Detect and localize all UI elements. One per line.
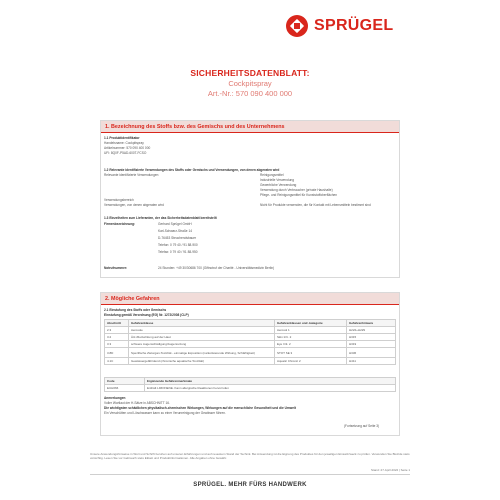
table-cell: H222+H229 bbox=[347, 327, 396, 334]
classification-regulation: Einstufung gemäß Verordnung (EG) Nr. 1272/2008 (CLP) bbox=[104, 313, 189, 317]
section-1-header: 1. Bezeichnung des Stoffs bzw. des Gemischs und des Unternehmens bbox=[101, 121, 399, 133]
table-cell: Skin Irrit. 2 bbox=[275, 334, 347, 341]
column-header: Gefahrenhinweis bbox=[347, 320, 396, 327]
hazard-classification-table bbox=[104, 319, 396, 365]
footer-date-page: Stand: 27.April.2022 | Seite 1 bbox=[371, 468, 410, 472]
emergency-label: Notrufnummer: bbox=[104, 266, 128, 270]
subsection-2-1: 2.1 Einstufung des Stoffs oder Gemischs bbox=[104, 308, 167, 312]
trade-name: Handelsname: Cockpitspray bbox=[104, 141, 144, 145]
section-2-header: 2. Mögliche Gefahren bbox=[101, 293, 399, 305]
table-cell: Gewässergefährdend (chronische aquatische Toxizität) bbox=[129, 358, 275, 365]
ufi-line: UFI: 8Q0F-P5AD-600T-FCSO bbox=[104, 151, 147, 155]
product-name: Cockpitspray bbox=[228, 79, 272, 88]
notes-text: Voller Wortlaut der H-Sätze in ABSCHNITT 16. bbox=[104, 401, 170, 405]
table-cell: Aerosole bbox=[129, 327, 275, 334]
footer-disclaimer: Unsere Anwendungshinweise in Wort und Schrift beruhen auf unseren Erfahrungen und auf neuestem Stand der Technik. Bei Anwendung ist die Eignung des Produktes für den jeweiligen Einsatzzweck zu prüfen. Verwenden Sie Biozide stets vorsichtig. Lesen Sie vor Gebrauch stets Etikett und Produktinformationen. Alle Angaben ohne Gewähr. bbox=[90, 452, 410, 460]
table-row bbox=[105, 348, 396, 358]
company-label: Firmenbezeichnung: bbox=[104, 222, 136, 226]
column-header: Abschnitt bbox=[105, 320, 129, 327]
table-row bbox=[105, 385, 396, 392]
table-cell: Aerosol 1 bbox=[275, 327, 347, 334]
footer-divider bbox=[90, 474, 410, 475]
company-line-4: Telefax: 0 79 40 / 91 88-950 bbox=[158, 250, 198, 254]
brand-emblem-icon bbox=[286, 15, 308, 37]
table-cell: Eye Irrit. 2 bbox=[275, 341, 347, 348]
effects-heading: Die wichtigsten schädlichen physikalisch-chemischen Wirkungen, Wirkungen auf die menschliche Gesundheit und die Umwelt bbox=[104, 406, 296, 410]
table-cell: H336 bbox=[347, 348, 396, 358]
company-line-3: Telefon: 0 79 40 / 91 88-900 bbox=[158, 243, 198, 247]
relevant-use-2: Gewerbliche Verwendung bbox=[260, 183, 297, 187]
column-header: Gefahrenklasse bbox=[129, 320, 275, 327]
column-header: Ergänzende Gefahrenmerkmale bbox=[145, 378, 396, 385]
table-header-row bbox=[105, 378, 396, 385]
table-cell: Spezifische Zielorgan-Toxizität - einmalige Exposition (narkotisierende Wirkung, Schläfrigkeit) bbox=[129, 348, 275, 358]
table-row bbox=[105, 334, 396, 341]
table-header-row bbox=[105, 320, 396, 327]
table-cell: 3.8D bbox=[105, 348, 129, 358]
relevant-use-3: Verwendung durch Verbraucher (private Haushalte) bbox=[260, 188, 333, 192]
section-1 bbox=[100, 120, 400, 278]
table-cell: 2.3 bbox=[105, 327, 129, 334]
footer-slogan: SPRÜGEL. MEHR FÜRS HANDWERK bbox=[193, 482, 307, 488]
supplemental-hazard-table bbox=[104, 377, 396, 392]
company-line-2: D-76453 Steuchendsbauer bbox=[158, 236, 197, 240]
company-line-1: Karl-Schwarz-Straße 14 bbox=[158, 229, 193, 233]
relevant-use-1: Industrielle Verwendung bbox=[260, 178, 295, 182]
effects-text: Ein Verschütten und Löschwasser kann zu einer Verunreinigung der Gewässer führen. bbox=[104, 411, 226, 415]
usage-area-label: Verwendungsbereich bbox=[104, 198, 134, 202]
emergency-value: 24 Stunden: +49 30/30686 700 (Giftnotruf der Charité - Universitätsmedizin Berlin) bbox=[158, 266, 275, 270]
subsection-1-3: 1.3 Einzelheiten zum Lieferanten, der das Sicherheitsdatenblatt bereitstellt bbox=[104, 216, 217, 220]
relevant-uses-label: Relevante identifizierte Verwendungen bbox=[104, 173, 159, 177]
table-cell: H319 bbox=[347, 341, 396, 348]
table-cell: H411 bbox=[347, 358, 396, 365]
table-cell: Aquatic Chronic 2 bbox=[275, 358, 347, 365]
table-row bbox=[105, 327, 396, 334]
table-row bbox=[105, 358, 396, 365]
subsection-1-1: 1.1 Produktidentifikator bbox=[104, 136, 140, 140]
continued-note: (Fortsetzung auf Seite 3) bbox=[344, 424, 380, 428]
advised-against-value: Nicht für Produkte verwenden, die für Kontakt mit Lebensmitteln bestimmt sind bbox=[260, 203, 371, 207]
table-cell: Ätz-/Reizwirkung auf der Haut bbox=[129, 334, 275, 341]
column-header: Code bbox=[105, 378, 145, 385]
notes-heading: Anmerkungen bbox=[104, 396, 126, 400]
relevant-use-0: Reinigungsmittel bbox=[260, 173, 284, 177]
column-header: Gefahrenklassen und -kategorie bbox=[275, 320, 347, 327]
brand-name: SPRÜGEL bbox=[314, 17, 394, 34]
article-number-line: Artikelnummer: 570 090 400 000 bbox=[104, 146, 151, 150]
table-cell: H315 bbox=[347, 334, 396, 341]
table-cell: 3.2 bbox=[105, 334, 129, 341]
table-row bbox=[105, 341, 396, 348]
relevant-use-4: Pflege- und Reinigungsmittel für Kunststoffoberflächen bbox=[260, 193, 338, 197]
table-cell: 4.1C bbox=[105, 358, 129, 365]
article-number: Art.-Nr.: 570 090 400 000 bbox=[207, 89, 293, 98]
table-cell: EUH066 bbox=[105, 385, 145, 392]
brand-logo bbox=[286, 14, 412, 38]
document-title-block bbox=[0, 68, 500, 98]
table-cell: 3.3 bbox=[105, 341, 129, 348]
table-cell: STOT SE 3 bbox=[275, 348, 347, 358]
subsection-1-2: 1.2 Relevante identifizierte Verwendungen des Stoffs oder Gemischs und Verwendungen, von denen abgeraten wird bbox=[104, 168, 280, 172]
company-line-0: Gerhard Sprügel GmbH bbox=[158, 222, 192, 226]
document-title: SICHERHEITSDATENBLATT: bbox=[190, 68, 310, 78]
table-cell: Enthält LIMONENE. Kann allergische Reaktionen hervorrufen bbox=[145, 385, 396, 392]
table-cell: schwere Augenschädigung/Augenreizung bbox=[129, 341, 275, 348]
advised-against-label: Verwendungen, von denen abgeraten wird bbox=[104, 203, 164, 207]
